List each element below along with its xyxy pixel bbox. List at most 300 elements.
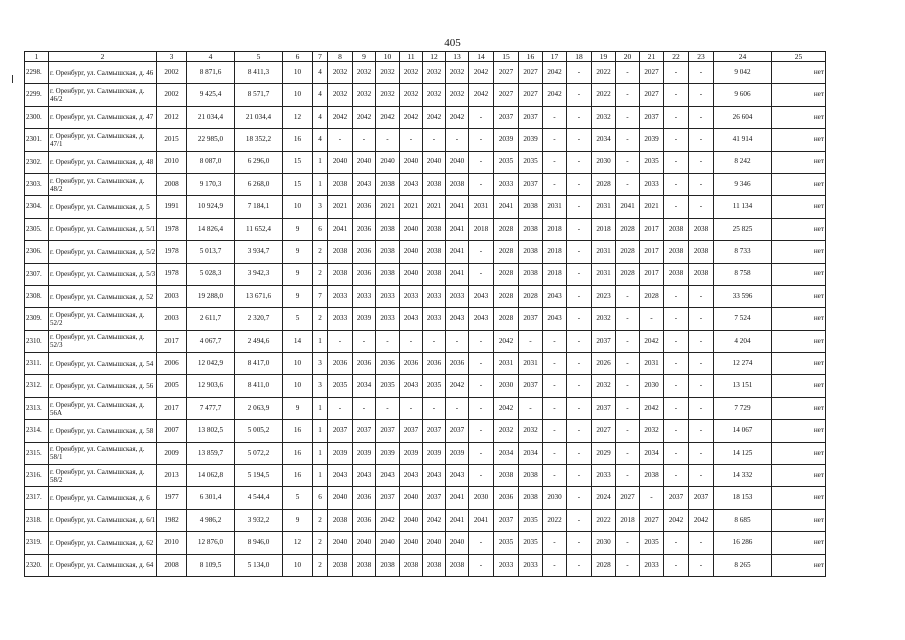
table-row	[25, 442, 826, 464]
table-cell: 2035	[328, 375, 353, 397]
column-number-cell: 17	[543, 52, 567, 62]
table-cell: -	[664, 353, 689, 375]
table-cell: 2035	[640, 151, 664, 173]
table-cell: 2033	[494, 554, 519, 576]
table-cell: 3 942,3	[235, 263, 283, 285]
table-row	[25, 532, 826, 554]
table-row	[25, 353, 826, 375]
table-cell: 2036	[353, 509, 376, 531]
table-cell: -	[376, 397, 400, 419]
table-cell: 8 242	[714, 151, 772, 173]
table-cell: -	[567, 173, 592, 195]
table-cell: 4	[313, 129, 328, 151]
table-cell: -	[469, 151, 494, 173]
table-cell: 2031	[494, 353, 519, 375]
status-cell: нет	[772, 397, 826, 419]
table-cell: 2037	[423, 487, 446, 509]
table-cell: 2028	[616, 241, 640, 263]
table-cell: 2040	[328, 487, 353, 509]
table-cell: 2032	[328, 84, 353, 106]
table-cell: -	[567, 151, 592, 173]
table-cell: 2033	[592, 465, 616, 487]
table-cell: 2041	[494, 196, 519, 218]
table-cell: -	[689, 353, 714, 375]
table-cell: 2035	[519, 151, 543, 173]
table-cell: -	[664, 173, 689, 195]
column-number-cell: 9	[353, 52, 376, 62]
table-cell: 9	[283, 218, 313, 240]
table-cell: 2041	[446, 263, 469, 285]
table-cell: 2042	[469, 62, 494, 84]
table-row	[25, 375, 826, 397]
table-cell: 3	[313, 196, 328, 218]
table-cell: 7	[313, 285, 328, 307]
table-cell: 2002	[157, 62, 187, 84]
table-cell: 2032	[400, 62, 423, 84]
page-number: 405	[444, 37, 461, 49]
table-cell: 2033	[494, 173, 519, 195]
table-cell: 2043	[353, 465, 376, 487]
table-cell: -	[469, 330, 494, 352]
row-number-cell: 2317.	[25, 487, 49, 509]
table-cell: 2038	[423, 554, 446, 576]
table-row	[25, 218, 826, 240]
table-cell: 2036	[353, 218, 376, 240]
table-cell: 2037	[353, 420, 376, 442]
table-cell: 2035	[376, 375, 400, 397]
table-cell: 2031	[469, 196, 494, 218]
table-cell: 2035	[640, 532, 664, 554]
table-cell: 5 194,5	[235, 465, 283, 487]
table-cell: -	[423, 397, 446, 419]
table-cell: 2035	[494, 151, 519, 173]
table-cell: -	[423, 129, 446, 151]
table-cell: 1982	[157, 509, 187, 531]
table-cell: 2040	[353, 151, 376, 173]
table-cell: -	[469, 173, 494, 195]
table-cell: -	[567, 397, 592, 419]
row-number-cell: 2314.	[25, 420, 49, 442]
table-cell: 10 924,9	[187, 196, 235, 218]
table-cell: 2042	[446, 375, 469, 397]
table-cell: -	[664, 62, 689, 84]
table-cell: 2043	[328, 465, 353, 487]
table-cell: 2027	[616, 487, 640, 509]
table-cell: 2007	[157, 420, 187, 442]
table-cell: 1	[313, 330, 328, 352]
table-cell: 2043	[543, 308, 567, 330]
table-cell: 2021	[376, 196, 400, 218]
table-cell: 2030	[592, 151, 616, 173]
table-cell: 2006	[157, 353, 187, 375]
table-cell: 33 596	[714, 285, 772, 307]
table-cell: 12 876,0	[187, 532, 235, 554]
table-cell: 2030	[543, 487, 567, 509]
table-cell: 2039	[423, 442, 446, 464]
table-cell: -	[664, 554, 689, 576]
table-cell: 2027	[519, 62, 543, 84]
table-cell: 14 062,8	[187, 465, 235, 487]
table-cell: 2042	[640, 397, 664, 419]
table-cell: 2032	[376, 84, 400, 106]
table-cell: 15	[283, 151, 313, 173]
table-cell: 2042	[376, 106, 400, 128]
row-number-cell: 2303.	[25, 173, 49, 195]
table-cell: -	[689, 397, 714, 419]
table-cell: -	[446, 129, 469, 151]
table-cell: -	[689, 106, 714, 128]
table-cell: 2010	[157, 532, 187, 554]
table-cell: -	[689, 330, 714, 352]
table-cell: 16	[283, 465, 313, 487]
table-cell: -	[664, 196, 689, 218]
table-cell: -	[664, 330, 689, 352]
table-cell: 8 685	[714, 509, 772, 531]
table-cell: -	[689, 285, 714, 307]
table-cell: -	[423, 330, 446, 352]
column-number-cell: 15	[494, 52, 519, 62]
table-cell: 14	[283, 330, 313, 352]
table-cell: 4	[313, 62, 328, 84]
table-cell: 9	[283, 263, 313, 285]
table-cell: 2042	[446, 106, 469, 128]
table-cell: -	[689, 465, 714, 487]
table-cell: 2033	[353, 285, 376, 307]
table-cell: 1978	[157, 241, 187, 263]
address-cell: г. Оренбург, ул. Салмышская, д. 62	[49, 532, 157, 554]
table-cell: 2037	[446, 420, 469, 442]
table-cell: 2039	[376, 442, 400, 464]
table-cell: 2032	[353, 62, 376, 84]
table-cell: 1	[313, 442, 328, 464]
table-cell: 2038	[423, 218, 446, 240]
table-cell: 2038	[328, 173, 353, 195]
table-cell: 2022	[592, 62, 616, 84]
table-cell: 2033	[376, 285, 400, 307]
table-cell: 7 524	[714, 308, 772, 330]
table-cell: -	[689, 420, 714, 442]
table-cell: 2038	[376, 263, 400, 285]
table-cell: 2028	[494, 308, 519, 330]
table-cell: 2041	[469, 509, 494, 531]
table-cell: -	[664, 420, 689, 442]
table-row	[25, 241, 826, 263]
table-cell: 2034	[519, 442, 543, 464]
table-cell: -	[567, 509, 592, 531]
table-cell: 2	[313, 509, 328, 531]
table-cell: 2038	[664, 241, 689, 263]
table-cell: 6 296,0	[235, 151, 283, 173]
table-cell: 2043	[400, 173, 423, 195]
table-cell: 2042	[328, 106, 353, 128]
column-number-cell: 12	[423, 52, 446, 62]
address-cell: г. Оренбург, ул. Салмышская, д. 47	[49, 106, 157, 128]
table-cell: -	[543, 353, 567, 375]
table-cell: 9	[283, 509, 313, 531]
table-cell: 2005	[157, 375, 187, 397]
table-cell: -	[664, 84, 689, 106]
table-cell: 2032	[423, 84, 446, 106]
table-cell: 8 109,5	[187, 554, 235, 576]
column-number-cell: 22	[664, 52, 689, 62]
table-cell: -	[328, 129, 353, 151]
table-cell: -	[616, 308, 640, 330]
table-cell: -	[616, 442, 640, 464]
table-row	[25, 330, 826, 352]
table-cell: 5 028,3	[187, 263, 235, 285]
table-cell: -	[689, 442, 714, 464]
table-cell: 2028	[616, 218, 640, 240]
column-number-cell: 5	[235, 52, 283, 62]
table-cell: 2017	[640, 218, 664, 240]
table-cell: 2031	[640, 353, 664, 375]
table-cell: -	[567, 62, 592, 84]
table-cell: 2015	[157, 129, 187, 151]
table-cell: 2027	[640, 62, 664, 84]
table-cell: 2038	[328, 509, 353, 531]
table-cell: 2032	[519, 420, 543, 442]
row-number-cell: 2315.	[25, 442, 49, 464]
table-cell: -	[664, 465, 689, 487]
table-cell: 16	[283, 129, 313, 151]
margin-mark	[12, 75, 13, 83]
table-cell: -	[616, 375, 640, 397]
table-cell: 2021	[640, 196, 664, 218]
table-cell: 8 417,0	[235, 353, 283, 375]
table-row	[25, 129, 826, 151]
table-cell: 6	[313, 487, 328, 509]
table-row	[25, 465, 826, 487]
table-cell: 9 170,3	[187, 173, 235, 195]
table-cell: 2002	[157, 84, 187, 106]
column-number-cell: 4	[187, 52, 235, 62]
table-cell: -	[689, 308, 714, 330]
table-cell: 2022	[592, 84, 616, 106]
column-number-cell: 18	[567, 52, 592, 62]
table-cell: 6 268,0	[235, 173, 283, 195]
table-cell: 2035	[494, 532, 519, 554]
column-number-cell: 24	[714, 52, 772, 62]
table-cell: 2027	[494, 84, 519, 106]
table-cell: -	[543, 129, 567, 151]
table-cell: -	[567, 308, 592, 330]
table-cell: 2034	[640, 442, 664, 464]
table-cell: -	[689, 375, 714, 397]
table-cell: 41 914	[714, 129, 772, 151]
table-cell: -	[567, 196, 592, 218]
table-cell: 10	[283, 84, 313, 106]
table-cell: 2040	[376, 151, 400, 173]
table-cell: 11 652,4	[235, 218, 283, 240]
table-cell: 2038	[376, 173, 400, 195]
table-cell: 2032	[592, 106, 616, 128]
table-cell: 2040	[400, 532, 423, 554]
table-cell: 4 204	[714, 330, 772, 352]
row-number-cell: 2301.	[25, 129, 49, 151]
table-cell: 2040	[423, 151, 446, 173]
table-cell: 5 134,0	[235, 554, 283, 576]
table-cell: 2037	[400, 420, 423, 442]
table-cell: -	[616, 532, 640, 554]
table-cell: 1991	[157, 196, 187, 218]
row-number-cell: 2298.	[25, 62, 49, 84]
table-cell: -	[689, 62, 714, 84]
table-cell: 2043	[376, 465, 400, 487]
table-cell: 2028	[494, 241, 519, 263]
table-cell: 2032	[592, 308, 616, 330]
table-cell: -	[664, 285, 689, 307]
address-cell: г. Оренбург, ул. Салмышская, д. 56	[49, 375, 157, 397]
table-cell: 2042	[689, 509, 714, 531]
table-cell: 2043	[423, 465, 446, 487]
table-cell: 4 067,7	[187, 330, 235, 352]
row-number-cell: 2312.	[25, 375, 49, 397]
table-cell: -	[616, 84, 640, 106]
table-cell: 2023	[592, 285, 616, 307]
table-cell: -	[567, 218, 592, 240]
table-cell: 2038	[689, 241, 714, 263]
table-cell: -	[567, 353, 592, 375]
table-cell: 2037	[664, 487, 689, 509]
address-cell: г. Оренбург, ул. Салмышская, д. 58/2	[49, 465, 157, 487]
table-cell: -	[689, 554, 714, 576]
status-cell: нет	[772, 129, 826, 151]
table-cell: 16	[283, 420, 313, 442]
column-number-cell: 21	[640, 52, 664, 62]
table-cell: 8 265	[714, 554, 772, 576]
table-cell: 2042	[640, 330, 664, 352]
table-cell: 2 611,7	[187, 308, 235, 330]
table-cell: 2033	[640, 173, 664, 195]
table-cell: 2041	[446, 218, 469, 240]
table-cell: -	[567, 442, 592, 464]
table-cell: -	[328, 330, 353, 352]
table-cell: 2032	[376, 62, 400, 84]
table-cell: 8 946,0	[235, 532, 283, 554]
table-cell: -	[689, 173, 714, 195]
address-cell: г. Оренбург, ул. Салмышская, д. 5/1	[49, 218, 157, 240]
table-cell: 2038	[689, 263, 714, 285]
table-cell: 2043	[469, 308, 494, 330]
table-cell: -	[469, 442, 494, 464]
table-cell: 2028	[640, 285, 664, 307]
table-cell: 25 825	[714, 218, 772, 240]
table-cell: 2036	[376, 353, 400, 375]
table-cell: 1	[313, 173, 328, 195]
table-cell: 2003	[157, 285, 187, 307]
table-cell: 2008	[157, 554, 187, 576]
table-cell: 2031	[592, 196, 616, 218]
table-cell: 2033	[376, 308, 400, 330]
status-cell: нет	[772, 330, 826, 352]
column-number-cell: 8	[328, 52, 353, 62]
table-cell: 2018	[616, 509, 640, 531]
table-cell: 2040	[400, 241, 423, 263]
table-cell: 2042	[494, 397, 519, 419]
table-cell: 2017	[157, 397, 187, 419]
table-cell: 19 288,0	[187, 285, 235, 307]
table-cell: 2042	[469, 84, 494, 106]
table-cell: 12 274	[714, 353, 772, 375]
table-cell: 2033	[423, 308, 446, 330]
table-cell: 2040	[400, 263, 423, 285]
row-number-cell: 2304.	[25, 196, 49, 218]
table-cell: -	[664, 151, 689, 173]
table-cell: 14 125	[714, 442, 772, 464]
table-cell: 2031	[519, 353, 543, 375]
table-cell: 2031	[543, 196, 567, 218]
column-number-cell: 3	[157, 52, 187, 62]
table-cell: 5 005,2	[235, 420, 283, 442]
register-table-container	[24, 51, 826, 577]
table-cell: 2028	[494, 263, 519, 285]
table-cell: 2031	[592, 241, 616, 263]
table-cell: 2037	[689, 487, 714, 509]
status-cell: нет	[772, 285, 826, 307]
table-cell: -	[446, 330, 469, 352]
table-cell: 3	[313, 353, 328, 375]
status-cell: нет	[772, 554, 826, 576]
table-cell: 2030	[640, 375, 664, 397]
column-number-cell: 14	[469, 52, 494, 62]
table-cell: 2036	[423, 353, 446, 375]
table-cell: 2032	[353, 84, 376, 106]
table-cell: 2028	[616, 263, 640, 285]
row-number-cell: 2307.	[25, 263, 49, 285]
table-cell: -	[616, 397, 640, 419]
table-cell: 2031	[592, 263, 616, 285]
row-number-cell: 2305.	[25, 218, 49, 240]
table-cell: 2032	[400, 84, 423, 106]
table-cell: -	[616, 420, 640, 442]
table-cell: 2028	[519, 285, 543, 307]
table-cell: 2032	[592, 375, 616, 397]
column-number-cell: 19	[592, 52, 616, 62]
table-cell: 8 871,6	[187, 62, 235, 84]
table-cell: 9 042	[714, 62, 772, 84]
row-number-cell: 2299.	[25, 84, 49, 106]
table-cell: 26 604	[714, 106, 772, 128]
table-cell: -	[353, 397, 376, 419]
status-cell: нет	[772, 420, 826, 442]
table-cell: 2038	[519, 196, 543, 218]
table-cell: 9 425,4	[187, 84, 235, 106]
table-cell: 2040	[400, 151, 423, 173]
table-cell: 2033	[423, 285, 446, 307]
table-cell: 2037	[494, 106, 519, 128]
table-cell: 2042	[543, 62, 567, 84]
table-cell: -	[616, 330, 640, 352]
table-cell: 2043	[446, 465, 469, 487]
table-cell: 2028	[592, 173, 616, 195]
table-cell: -	[446, 397, 469, 419]
table-cell: 2039	[353, 442, 376, 464]
table-row	[25, 84, 826, 106]
status-cell: нет	[772, 487, 826, 509]
table-cell: -	[616, 106, 640, 128]
table-cell: 8 087,0	[187, 151, 235, 173]
table-cell: 2038	[376, 218, 400, 240]
table-cell: 2033	[640, 554, 664, 576]
table-cell: 10	[283, 62, 313, 84]
row-number-cell: 2308.	[25, 285, 49, 307]
table-row	[25, 308, 826, 330]
table-cell: 2037	[376, 420, 400, 442]
table-cell: 7 729	[714, 397, 772, 419]
table-cell: 2042	[494, 330, 519, 352]
table-cell: 2038	[423, 263, 446, 285]
table-cell: 2022	[543, 509, 567, 531]
